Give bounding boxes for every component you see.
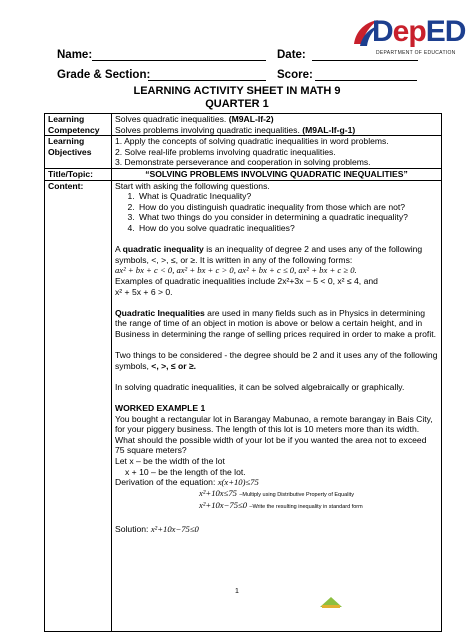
examples-line-2: x² + 5x + 6 > 0. <box>115 286 173 297</box>
question-item: 4. How do you solve quadratic inequalities? <box>137 223 438 234</box>
footer-badge-icon <box>318 595 344 609</box>
competency-label: Learning Competency <box>45 114 112 136</box>
consider-paragraph: Two things to be considered - the degree should be 2 and it uses any of the following symbols, <, >, ≤ or ≥. <box>115 350 438 371</box>
content-label: Content: <box>45 180 112 631</box>
competency-cell: Solves quadratic inequalities. (M9AL-If-2) Solves problems involving quadratic inequalities. (M9AL-If-g-1) <box>112 114 442 136</box>
content-row <box>45 180 442 631</box>
grade-section-field[interactable] <box>148 80 266 81</box>
definition-paragraph: A quadratic inequality is an inequality of degree 2 and uses any of the following symbols, <, >, ≤, or ≥. It is written in any of the following forms: <box>115 244 423 265</box>
score-label: Score: <box>277 69 313 81</box>
question-item: 3. What two things do you consider in determining a quadratic inequality? <box>137 212 438 223</box>
score-field[interactable] <box>315 80 417 81</box>
objectives-row <box>45 136 442 169</box>
inequality-forms: ax² + bx + c < 0, ax² + bx + c > 0, ax² + bx + c ≤ 0, ax² + bx + c ≥ 0. <box>115 265 357 276</box>
grade-section-label: Grade & Section: <box>57 69 151 81</box>
topic-value: “SOLVING PROBLEMS INVOLVING QUADRATIC INEQUALITIES” <box>112 168 442 180</box>
worked-example-text: You bought a rectangular lot in Barangay Mabunao, a remote barangay in Bais City, for your piggery business. The length of this lot is 10 meters more than its width. What should the possible width of your lot be if you wanted the area not to exceed 75 square meters? <box>115 413 433 456</box>
uses-paragraph: Quadratic Inequalities are used in many fields such as in Physics in determining the range of time of an object in motion is above or below a certain height, and in Business in determining the range of selling prices required in order to make a profit. <box>115 307 437 339</box>
sheet-title: LEARNING ACTIVITY SHEET IN MATH 9 <box>133 85 341 97</box>
derivation-step-2: x²+10x≤75 –Multiply using Distributive Property of Equality <box>199 487 354 498</box>
name-field[interactable] <box>92 60 266 61</box>
objective-item: 2. Solve real-life problems involving quadratic inequalities. <box>115 146 336 157</box>
competency-row <box>45 114 442 136</box>
objective-item: 3. Demonstrate perseverance and cooperation in solving problems. <box>115 157 371 168</box>
name-label: Name: <box>57 49 93 61</box>
question-item: 1. What is Quadratic Inequality? <box>137 191 438 202</box>
let-width: Let x – be the width of the lot <box>115 456 225 466</box>
topic-row <box>45 168 442 180</box>
objectives-label: Learning Objectives <box>45 136 112 169</box>
worked-example-heading: WORKED EXAMPLE 1 <box>115 403 206 414</box>
sheet-quarter: QUARTER 1 <box>205 98 269 110</box>
solution-line: Solution: x²+10x−75≤0 <box>115 523 199 534</box>
date-field[interactable] <box>312 60 418 61</box>
content-cell <box>112 180 442 631</box>
question-item: 2. How do you distinguish quadratic inequality from those which are not? <box>137 202 438 213</box>
topic-label: Title/Topic: <box>45 168 112 180</box>
deped-wordmark: DepED <box>372 15 466 48</box>
content-intro: Start with asking the following questions. <box>115 180 270 191</box>
derivation-step-3: x²+10x−75≤0 –Write the resulting inequality in standard form <box>199 500 363 511</box>
page-number: 1 <box>235 588 239 595</box>
date-label: Date: <box>277 49 306 61</box>
deped-logo <box>346 14 466 58</box>
deped-subtitle: DEPARTMENT OF EDUCATION <box>376 50 456 56</box>
derivation-line: Derivation of the equation: x(x+10)≤75 <box>115 477 259 488</box>
let-length: x + 10 – be the length of the lot. <box>125 466 246 477</box>
activity-table <box>44 113 442 632</box>
objectives-cell <box>112 136 442 169</box>
examples-line: Examples of quadratic inequalities include 2x²+3x − 5 < 0, x² ≤ 4, and <box>115 275 378 286</box>
objective-item: 1. Apply the concepts of solving quadratic inequalities in word problems. <box>115 136 389 147</box>
question-list <box>115 191 438 233</box>
solving-paragraph: In solving quadratic inequalities, it can be solved algebraically or graphically. <box>115 381 405 392</box>
